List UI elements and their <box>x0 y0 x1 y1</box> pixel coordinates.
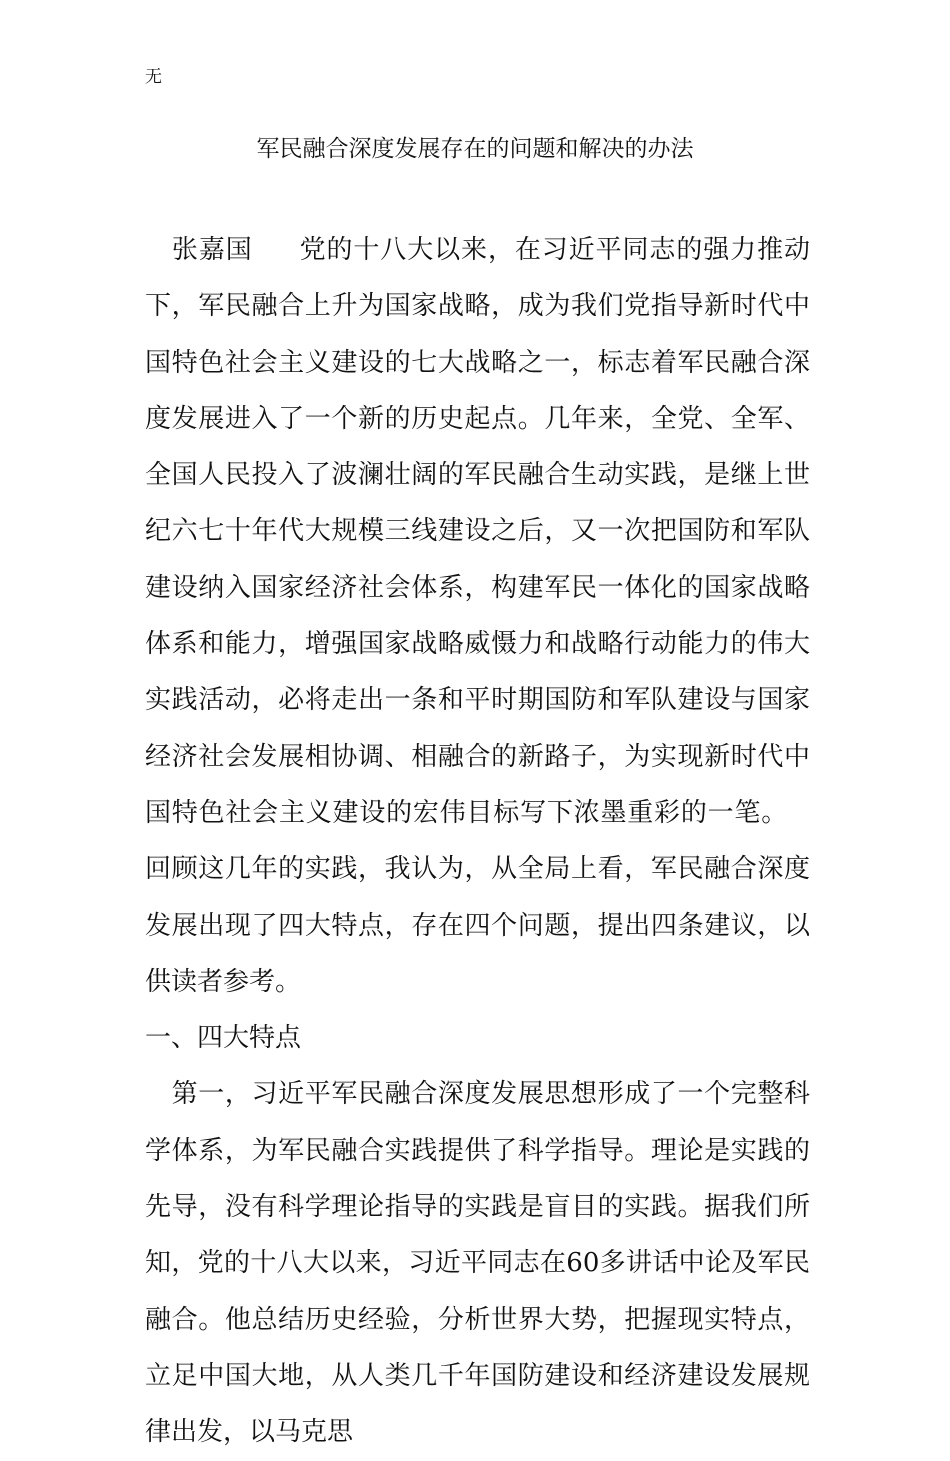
document-title: 军民融合深度发展存在的问题和解决的办法 <box>256 136 694 162</box>
section-heading: 一、四大特点 <box>145 1023 302 1054</box>
section-paragraph <box>145 1066 810 1460</box>
intro-paragraph <box>145 222 810 1010</box>
intro-text: 党的十八大以来，在习近平同志的强力推动下，军民融合上升为国家战略，成为我们党指导新时代中国特色社会主义建设的七大战略之一，标志着军民融合深度发展进入了一个新的历史起点。几年来，全党、全军、全国人民投入了波澜壮阔的军民融合生动实践，是继上世纪六七十年代大规模三线建设之后，又一次把国防和军队建设纳入国家经济社会体系，构建军民一体化的国家战略体系和能力，增强国家战略威慑力和战略行动能力的伟大实践活动，必将走出一条和平时期国防和军队建设与国家经济社会发展相协调、相融合的新路子，为实现新时代中国特色社会主义建设的宏伟目标写下浓墨重彩的一笔。 <box>145 235 810 828</box>
section-paragraph-text: 第一，习近平军民融合深度发展思想形成了一个完整科学体系，为军民融合实践提供了科学指导。理论是实践的先导，没有科学理论指导的实践是盲目的实践。据我们所知，党的十八大以来，习近平同志在60多讲话中论及军民融合。他总结历史经验，分析世界大势，把握现实特点，立足中国大地，从人类几千年国防建设和经济建设发展规律出发，以马克思 <box>145 1079 810 1448</box>
document-body <box>145 222 810 1461</box>
intro-text-continued: 回顾这几年的实践，我认为，从全局上看，军民融合深度发展出现了四大特点，存在四个问题，提出四条建议，以供读者参考。 <box>145 854 810 997</box>
header-mark: 无 <box>145 67 162 87</box>
author-name: 张嘉国 <box>171 235 253 265</box>
